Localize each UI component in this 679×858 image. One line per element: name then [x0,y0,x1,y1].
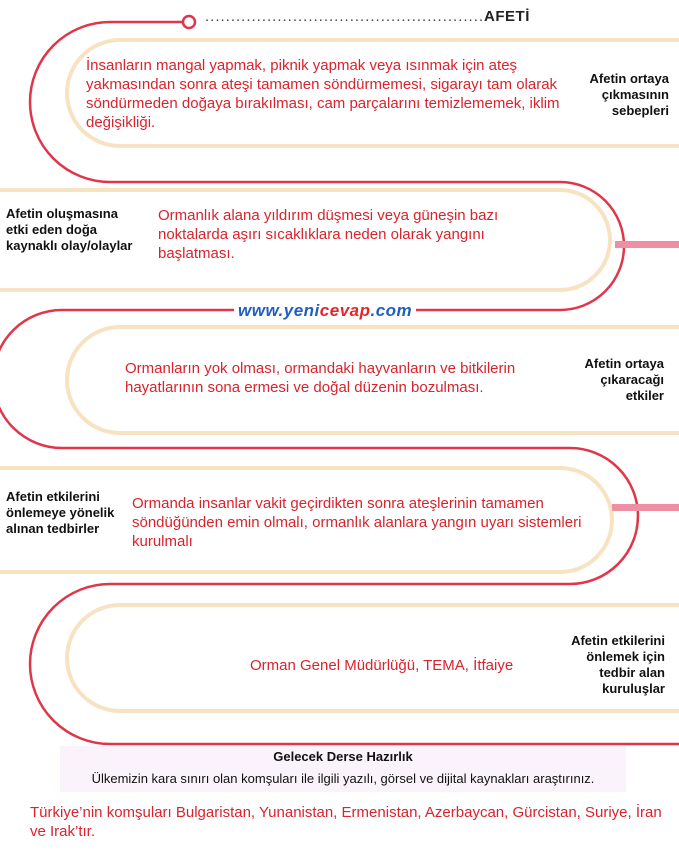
label-natural-events: Afetin oluşmasına etki eden doğa kaynaklı olay/olaylar [6,206,133,253]
answer-organizations: Orman Genel Müdürlüğü, TEMA, İtfaiye [250,657,514,674]
answer-natural-events: Ormanlık alana yıldırım düşmesi veya güneşin bazı noktalarda aşırı sıcaklıklara neden olarak yangını başlatması. [158,207,499,262]
brand-part-1: www.yeni [238,301,320,320]
title-blank-dots: ...................................................... [205,8,485,25]
label-organizations: Afetin etkilerini önlemek için tedbir alan kuruluşlar [571,633,665,696]
preparation-title: Gelecek Derse Hazırlık [273,749,413,764]
brand-part-2: cevap [319,301,371,320]
brand-watermark [234,301,416,321]
answer-effects: Ormanların yok olması, ormandaki hayvanların ve bitkilerin hayatlarının sona ermesi ve doğal düzenin bozulması. [125,360,516,396]
answer-prevention: Ormanda insanlar vakit geçirdikten sonra ateşlerinin tamamen söndüğünden emin olmalı, ormanlık alanlara yangın uyarı sistemleri kurulmalı [132,495,582,550]
pink-connector-1 [615,241,679,248]
label-prevention: Afetin etkilerini önlemeye yönelik alınan tedbirler [6,489,115,536]
label-effects: Afetin ortaya çıkaracağı etkiler [584,356,664,403]
brand-part-3: .com [370,301,413,320]
pink-connector-2 [612,504,679,511]
start-marker-icon [183,16,195,28]
title-text: AFETİ [484,8,530,25]
page-title [205,8,530,25]
preparation-text: Ülkemizin kara sınırı olan komşuları ile ilgili yazılı, görsel ve dijital kaynakları araştırınız. [91,771,595,786]
label-causes: Afetin ortaya çıkmasının sebepleri [589,71,669,118]
answer-causes: İnsanların mangal yapmak, piknik yapmak veya ısınmak için ateş yakmasından sonra ateşi tamamen söndürmemesi, sigarayı tam olarak söndürmeden doğaya bırakılması, cam parçalarını temizlememek, iklim değişikliği. [86,57,560,131]
preparation-answer: Türkiye’nin komşuları Bulgaristan, Yunanistan, Ermenistan, Azerbaycan, Gürcistan, Suriye, İran ve Irak’tır. [30,804,662,840]
